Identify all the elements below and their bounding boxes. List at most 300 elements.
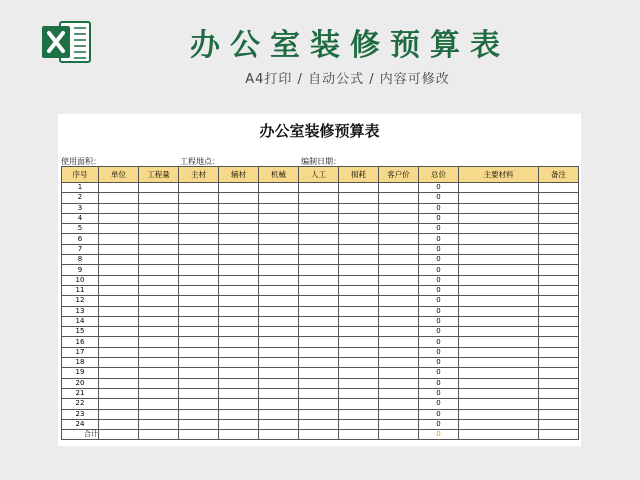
table-cell[interactable] xyxy=(139,193,179,203)
table-cell[interactable] xyxy=(219,378,259,388)
table-cell[interactable] xyxy=(379,399,419,409)
table-cell[interactable] xyxy=(459,203,539,213)
table-cell[interactable] xyxy=(339,388,379,398)
table-cell[interactable] xyxy=(459,234,539,244)
table-cell[interactable] xyxy=(379,265,419,275)
total-price-cell[interactable]: 0 xyxy=(419,296,459,306)
table-cell[interactable] xyxy=(539,368,579,378)
total-price-cell[interactable]: 0 xyxy=(419,388,459,398)
row-number-cell: 19 xyxy=(62,368,99,378)
table-cell[interactable] xyxy=(139,378,179,388)
table-cell[interactable] xyxy=(299,347,339,357)
table-cell[interactable] xyxy=(379,306,419,316)
row-number-cell: 18 xyxy=(62,358,99,368)
table-cell[interactable] xyxy=(299,183,339,193)
table-cell[interactable] xyxy=(339,296,379,306)
table-cell[interactable] xyxy=(539,224,579,234)
table-cell[interactable] xyxy=(459,358,539,368)
table-cell[interactable] xyxy=(299,203,339,213)
table-cell[interactable] xyxy=(539,388,579,398)
table-cell[interactable] xyxy=(339,275,379,285)
table-cell[interactable] xyxy=(139,296,179,306)
table-cell[interactable] xyxy=(179,224,219,234)
table-cell[interactable] xyxy=(179,327,219,337)
table-cell[interactable] xyxy=(99,337,139,347)
table-cell[interactable] xyxy=(259,337,299,347)
table-cell[interactable] xyxy=(179,337,219,347)
table-cell[interactable] xyxy=(179,285,219,295)
table-cell[interactable] xyxy=(379,368,419,378)
table-cell[interactable] xyxy=(379,203,419,213)
table-cell[interactable] xyxy=(339,368,379,378)
table-cell[interactable] xyxy=(459,244,539,254)
table-cell[interactable] xyxy=(339,347,379,357)
total-price-cell[interactable]: 0 xyxy=(419,244,459,254)
table-cell[interactable] xyxy=(339,213,379,223)
table-cell[interactable] xyxy=(139,409,179,419)
table-cell[interactable] xyxy=(259,224,299,234)
table-cell[interactable] xyxy=(139,234,179,244)
total-price-cell[interactable]: 0 xyxy=(419,358,459,368)
location-label: 工程地点： xyxy=(180,157,220,166)
column-header: 损耗 xyxy=(339,167,379,183)
table-cell[interactable] xyxy=(99,213,139,223)
table-row xyxy=(62,255,579,265)
table-cell[interactable] xyxy=(219,368,259,378)
table-row xyxy=(62,306,579,316)
table-cell[interactable] xyxy=(219,244,259,254)
table-cell[interactable] xyxy=(219,285,259,295)
row-number-cell: 14 xyxy=(62,316,99,326)
table-cell[interactable] xyxy=(459,378,539,388)
table-cell[interactable] xyxy=(99,347,139,357)
table-cell[interactable] xyxy=(139,368,179,378)
table-cell[interactable] xyxy=(139,419,179,429)
table-cell[interactable] xyxy=(459,419,539,429)
table-cell[interactable] xyxy=(539,265,579,275)
table-cell[interactable] xyxy=(379,183,419,193)
table-cell[interactable] xyxy=(179,193,219,203)
table-cell[interactable] xyxy=(299,409,339,419)
table-cell[interactable] xyxy=(99,296,139,306)
table-cell[interactable] xyxy=(139,244,179,254)
table-cell[interactable] xyxy=(179,306,219,316)
table-row xyxy=(62,183,579,193)
column-header: 人工 xyxy=(299,167,339,183)
table-cell[interactable] xyxy=(259,388,299,398)
table-cell[interactable] xyxy=(459,388,539,398)
table-cell[interactable] xyxy=(179,183,219,193)
table-cell[interactable] xyxy=(299,265,339,275)
table-cell[interactable] xyxy=(259,368,299,378)
table-cell[interactable] xyxy=(299,368,339,378)
table-cell[interactable] xyxy=(179,296,219,306)
table-cell[interactable] xyxy=(539,213,579,223)
column-header: 序号 xyxy=(62,167,99,183)
table-cell[interactable] xyxy=(139,203,179,213)
total-price-cell[interactable]: 0 xyxy=(419,306,459,316)
table-cell[interactable] xyxy=(379,347,419,357)
row-number-cell: 17 xyxy=(62,347,99,357)
table-cell[interactable] xyxy=(459,399,539,409)
table-cell[interactable] xyxy=(259,234,299,244)
table-cell[interactable] xyxy=(99,224,139,234)
table-cell[interactable] xyxy=(259,358,299,368)
total-price-cell[interactable]: 0 xyxy=(419,419,459,429)
table-cell[interactable] xyxy=(139,275,179,285)
total-price-cell[interactable]: 0 xyxy=(419,399,459,409)
table-cell[interactable] xyxy=(99,399,139,409)
total-price-cell[interactable]: 0 xyxy=(419,183,459,193)
table-cell xyxy=(99,430,139,440)
table-cell[interactable] xyxy=(179,347,219,357)
table-cell[interactable] xyxy=(259,265,299,275)
table-cell[interactable] xyxy=(99,275,139,285)
table-cell[interactable] xyxy=(379,213,419,223)
total-price-cell[interactable]: 0 xyxy=(419,347,459,357)
table-cell[interactable] xyxy=(99,285,139,295)
table-cell[interactable] xyxy=(259,409,299,419)
table-cell[interactable] xyxy=(99,234,139,244)
table-cell[interactable] xyxy=(219,306,259,316)
table-cell[interactable] xyxy=(99,419,139,429)
table-cell[interactable] xyxy=(99,193,139,203)
table-cell[interactable] xyxy=(259,296,299,306)
table-cell xyxy=(259,430,299,440)
table-cell[interactable] xyxy=(259,327,299,337)
table-cell[interactable] xyxy=(459,306,539,316)
table-cell[interactable] xyxy=(339,224,379,234)
table-cell[interactable] xyxy=(99,316,139,326)
table-cell[interactable] xyxy=(539,244,579,254)
table-cell[interactable] xyxy=(459,265,539,275)
table-cell[interactable] xyxy=(179,255,219,265)
table-cell[interactable] xyxy=(379,234,419,244)
table-cell[interactable] xyxy=(259,316,299,326)
table-cell[interactable] xyxy=(179,409,219,419)
sheet-title: 办公室装修预算表 xyxy=(259,122,380,140)
table-cell[interactable] xyxy=(259,203,299,213)
table-cell[interactable] xyxy=(539,255,579,265)
table-cell[interactable] xyxy=(219,419,259,429)
table-cell[interactable] xyxy=(379,296,419,306)
total-price-cell[interactable]: 0 xyxy=(419,193,459,203)
table-cell[interactable] xyxy=(139,347,179,357)
table-cell[interactable] xyxy=(299,358,339,368)
table-cell[interactable] xyxy=(339,234,379,244)
table-cell[interactable] xyxy=(459,224,539,234)
table-cell xyxy=(299,430,339,440)
table-cell[interactable] xyxy=(99,388,139,398)
table-cell[interactable] xyxy=(99,327,139,337)
table-cell[interactable] xyxy=(379,327,419,337)
table-cell[interactable] xyxy=(379,378,419,388)
table-cell[interactable] xyxy=(299,193,339,203)
table-cell[interactable] xyxy=(99,368,139,378)
table-cell[interactable] xyxy=(219,316,259,326)
table-cell[interactable] xyxy=(219,409,259,419)
table-cell[interactable] xyxy=(259,378,299,388)
table-cell[interactable] xyxy=(139,255,179,265)
table-row xyxy=(62,337,579,347)
table-cell[interactable] xyxy=(259,285,299,295)
table-cell[interactable] xyxy=(219,213,259,223)
table-cell[interactable] xyxy=(179,203,219,213)
table-cell[interactable] xyxy=(459,368,539,378)
table-cell[interactable] xyxy=(539,358,579,368)
table-cell[interactable] xyxy=(379,388,419,398)
total-price-cell[interactable]: 0 xyxy=(419,337,459,347)
table-cell[interactable] xyxy=(539,419,579,429)
table-cell[interactable] xyxy=(139,337,179,347)
table-cell[interactable] xyxy=(459,296,539,306)
table-cell[interactable] xyxy=(139,306,179,316)
total-price-cell[interactable]: 0 xyxy=(419,378,459,388)
table-cell[interactable] xyxy=(339,193,379,203)
table-cell[interactable] xyxy=(99,358,139,368)
table-cell[interactable] xyxy=(179,388,219,398)
table-cell[interactable] xyxy=(179,399,219,409)
table-cell[interactable] xyxy=(459,213,539,223)
table-cell[interactable] xyxy=(379,409,419,419)
table-cell[interactable] xyxy=(99,183,139,193)
table-cell[interactable] xyxy=(539,296,579,306)
table-cell[interactable] xyxy=(339,358,379,368)
total-price-cell[interactable]: 0 xyxy=(419,234,459,244)
table-cell[interactable] xyxy=(219,255,259,265)
table-cell[interactable] xyxy=(179,275,219,285)
table-cell[interactable] xyxy=(139,316,179,326)
table-cell[interactable] xyxy=(99,409,139,419)
table-cell[interactable] xyxy=(259,244,299,254)
table-cell[interactable] xyxy=(219,388,259,398)
table-cell[interactable] xyxy=(299,213,339,223)
table-cell[interactable] xyxy=(299,327,339,337)
table-cell[interactable] xyxy=(459,193,539,203)
total-price-cell[interactable]: 0 xyxy=(419,316,459,326)
table-cell[interactable] xyxy=(259,399,299,409)
table-cell[interactable] xyxy=(139,183,179,193)
table-cell[interactable] xyxy=(259,306,299,316)
column-header: 备注 xyxy=(539,167,579,183)
table-cell[interactable] xyxy=(139,327,179,337)
table-cell[interactable] xyxy=(299,234,339,244)
table-cell[interactable] xyxy=(339,306,379,316)
table-cell[interactable] xyxy=(219,224,259,234)
table-cell[interactable] xyxy=(99,378,139,388)
table-cell[interactable] xyxy=(539,337,579,347)
table-cell[interactable] xyxy=(299,255,339,265)
table-cell[interactable] xyxy=(379,224,419,234)
total-price-cell[interactable]: 0 xyxy=(419,275,459,285)
table-cell[interactable] xyxy=(139,388,179,398)
total-price-cell[interactable]: 0 xyxy=(419,327,459,337)
table-cell[interactable] xyxy=(219,265,259,275)
table-cell[interactable] xyxy=(339,183,379,193)
table-cell[interactable] xyxy=(299,316,339,326)
table-cell[interactable] xyxy=(459,183,539,193)
table-cell[interactable] xyxy=(339,419,379,429)
table-cell xyxy=(459,430,539,440)
table-cell[interactable] xyxy=(459,285,539,295)
total-price-cell[interactable]: 0 xyxy=(419,213,459,223)
table-cell[interactable] xyxy=(539,183,579,193)
row-number-cell: 5 xyxy=(62,224,99,234)
sum-total-cell: 0 xyxy=(419,430,459,440)
table-cell[interactable] xyxy=(299,388,339,398)
table-cell[interactable] xyxy=(219,337,259,347)
table-cell[interactable] xyxy=(219,347,259,357)
table-cell[interactable] xyxy=(259,255,299,265)
table-row xyxy=(62,358,579,368)
total-price-cell[interactable]: 0 xyxy=(419,285,459,295)
total-price-cell[interactable]: 0 xyxy=(419,255,459,265)
table-cell[interactable] xyxy=(539,409,579,419)
table-cell[interactable] xyxy=(459,337,539,347)
table-cell[interactable] xyxy=(459,316,539,326)
table-cell[interactable] xyxy=(299,306,339,316)
table-cell[interactable] xyxy=(219,275,259,285)
table-cell[interactable] xyxy=(379,316,419,326)
table-cell[interactable] xyxy=(539,399,579,409)
table-cell[interactable] xyxy=(219,183,259,193)
table-cell[interactable] xyxy=(459,347,539,357)
table-cell[interactable] xyxy=(259,347,299,357)
table-cell[interactable] xyxy=(539,378,579,388)
table-cell[interactable] xyxy=(539,234,579,244)
table-cell[interactable] xyxy=(179,213,219,223)
table-cell[interactable] xyxy=(139,358,179,368)
column-header: 单位 xyxy=(99,167,139,183)
table-cell[interactable] xyxy=(339,409,379,419)
table-cell[interactable] xyxy=(299,224,339,234)
table-cell[interactable] xyxy=(339,265,379,275)
table-cell[interactable] xyxy=(219,203,259,213)
table-cell[interactable] xyxy=(459,327,539,337)
row-number-cell: 8 xyxy=(62,255,99,265)
table-cell[interactable] xyxy=(379,419,419,429)
table-cell[interactable] xyxy=(339,378,379,388)
table-cell[interactable] xyxy=(139,213,179,223)
table-cell[interactable] xyxy=(379,275,419,285)
table-cell[interactable] xyxy=(539,306,579,316)
table-cell[interactable] xyxy=(99,306,139,316)
table-cell[interactable] xyxy=(299,419,339,429)
total-price-cell[interactable]: 0 xyxy=(419,409,459,419)
table-row xyxy=(62,275,579,285)
table-cell[interactable] xyxy=(259,275,299,285)
table-cell[interactable] xyxy=(179,358,219,368)
table-cell[interactable] xyxy=(179,244,219,254)
table-cell[interactable] xyxy=(179,378,219,388)
table-cell[interactable] xyxy=(539,285,579,295)
table-cell[interactable] xyxy=(299,378,339,388)
table-cell[interactable] xyxy=(299,399,339,409)
table-cell[interactable] xyxy=(179,234,219,244)
table-cell[interactable] xyxy=(259,193,299,203)
table-cell[interactable] xyxy=(179,368,219,378)
table-cell[interactable] xyxy=(459,409,539,419)
total-price-cell[interactable]: 0 xyxy=(419,368,459,378)
table-cell[interactable] xyxy=(259,213,299,223)
table-cell[interactable] xyxy=(299,337,339,347)
total-price-cell[interactable]: 0 xyxy=(419,224,459,234)
table-cell[interactable] xyxy=(99,255,139,265)
table-cell[interactable] xyxy=(339,316,379,326)
table-cell[interactable] xyxy=(339,399,379,409)
table-cell[interactable] xyxy=(379,358,419,368)
table-cell[interactable] xyxy=(339,255,379,265)
table-row xyxy=(62,409,579,419)
table-cell[interactable] xyxy=(99,244,139,254)
area-label: 使用面积： xyxy=(61,157,101,166)
table-cell[interactable] xyxy=(219,327,259,337)
table-cell[interactable] xyxy=(219,358,259,368)
row-number-cell: 7 xyxy=(62,244,99,254)
table-cell[interactable] xyxy=(179,316,219,326)
total-price-cell[interactable]: 0 xyxy=(419,203,459,213)
table-cell[interactable] xyxy=(539,193,579,203)
table-cell[interactable] xyxy=(459,255,539,265)
table-cell[interactable] xyxy=(539,316,579,326)
table-row xyxy=(62,399,579,409)
table-cell[interactable] xyxy=(339,327,379,337)
column-header: 总价 xyxy=(419,167,459,183)
table-row xyxy=(62,316,579,326)
table-cell[interactable] xyxy=(219,296,259,306)
table-cell[interactable] xyxy=(339,203,379,213)
table-row xyxy=(62,265,579,275)
total-price-cell[interactable]: 0 xyxy=(419,265,459,275)
table-cell[interactable] xyxy=(179,419,219,429)
table-cell[interactable] xyxy=(139,285,179,295)
table-cell[interactable] xyxy=(139,224,179,234)
table-cell[interactable] xyxy=(99,265,139,275)
table-cell[interactable] xyxy=(299,296,339,306)
row-number-cell: 21 xyxy=(62,388,99,398)
table-cell[interactable] xyxy=(99,203,139,213)
table-cell[interactable] xyxy=(379,285,419,295)
table-cell[interactable] xyxy=(219,399,259,409)
table-cell xyxy=(539,430,579,440)
table-cell[interactable] xyxy=(459,275,539,285)
table-cell[interactable] xyxy=(539,347,579,357)
table-cell[interactable] xyxy=(379,244,419,254)
table-cell[interactable] xyxy=(219,193,259,203)
table-cell[interactable] xyxy=(379,337,419,347)
table-cell[interactable] xyxy=(379,255,419,265)
table-row xyxy=(62,368,579,378)
table-cell[interactable] xyxy=(339,285,379,295)
sum-label: 合计 xyxy=(62,430,99,440)
table-cell[interactable] xyxy=(339,337,379,347)
row-number-cell: 9 xyxy=(62,265,99,275)
table-cell[interactable] xyxy=(299,285,339,295)
table-cell[interactable] xyxy=(539,203,579,213)
table-cell[interactable] xyxy=(379,193,419,203)
table-cell[interactable] xyxy=(299,244,339,254)
table-cell[interactable] xyxy=(539,275,579,285)
table-cell[interactable] xyxy=(539,327,579,337)
table-cell[interactable] xyxy=(139,265,179,275)
table-cell[interactable] xyxy=(259,419,299,429)
table-cell[interactable] xyxy=(299,275,339,285)
table-cell[interactable] xyxy=(259,183,299,193)
table-cell[interactable] xyxy=(339,244,379,254)
table-cell[interactable] xyxy=(139,399,179,409)
table-cell[interactable] xyxy=(219,234,259,244)
table-cell[interactable] xyxy=(179,265,219,275)
